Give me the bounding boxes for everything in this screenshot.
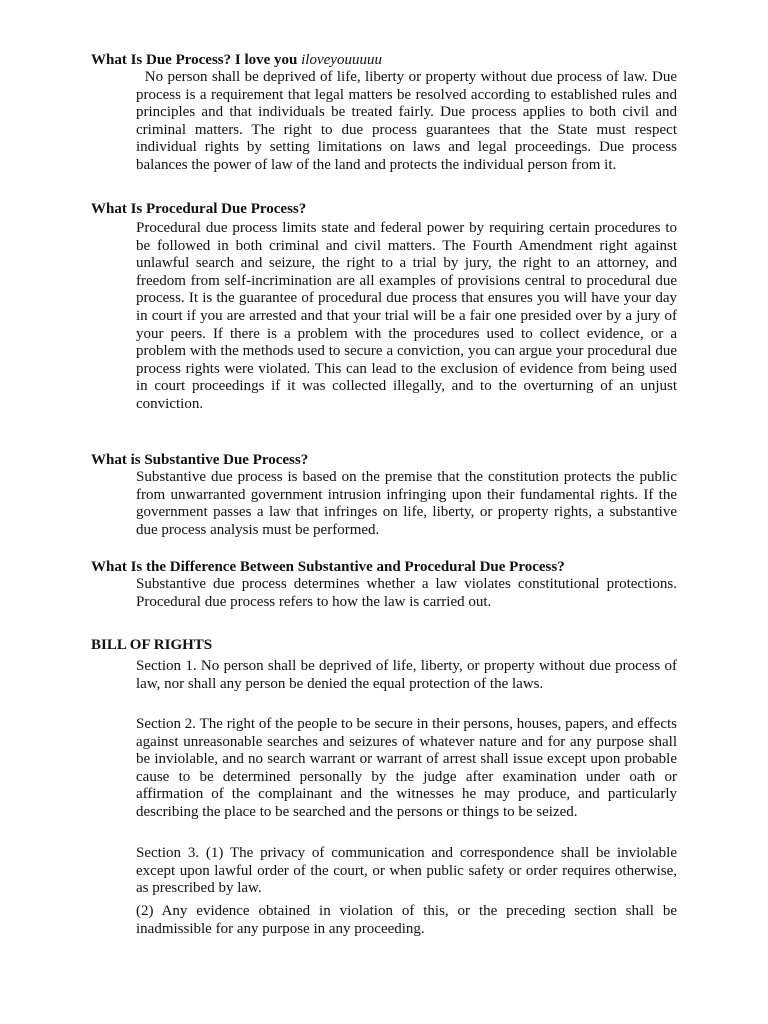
heading-due-process [91,51,382,69]
heading-due-process-aside: iloveyouuuuu [301,52,382,68]
heading-difference: What Is the Difference Between Substantive and Procedural Due Process? [91,559,565,575]
heading-bill-of-rights: BILL OF RIGHTS [91,637,213,653]
heading-due-process-text: What Is Due Process? I love you [91,52,298,68]
paragraph-section-3-2: (2) Any evidence obtained in violation of this, or the preceding section shall be inadmissible for any purpose in any proceeding. [136,903,677,937]
paragraph-section-1: Section 1. No person shall be deprived of life, liberty, or property without due process of law, nor shall any person be denied the equal protection of the laws. [136,658,677,692]
paragraph-difference: Substantive due process determines whether a law violates constitutional protections. Procedural due process refers to how the law is carried out. [136,576,677,610]
paragraph-section-2: Section 2. The right of the people to be secure in their persons, houses, papers, and effects against unreasonable searches and seizures of whatever nature and for any purpose shall be inviolable, and no search warrant or warrant of arrest shall issue except upon probable cause to be determined personally by the judge after examination under oath or affirmation of the complainant and the witnesses he may produce, and particularly describing the place to be searched and the persons or things to be seized. [136,716,677,820]
paragraph-section-3: Section 3. (1) The privacy of communication and correspondence shall be inviolable except upon lawful order of the court, or when public safety or order requires otherwise, as prescribed by law. [136,845,677,897]
paragraph-due-process: No person shall be deprived of life, liberty or property without due process of law. Due process is a requirement that legal matters be resolved according to established rules and principles and that individuals be treated fairly. Due process applies to both civil and criminal matters. The right to due process guarantees that the State must respect individual rights by setting limitations on laws and legal proceedings. Due process balances the power of law of the land and protects the individual person from it. [136,69,677,173]
heading-substantive-due-process: What is Substantive Due Process? [91,452,309,468]
heading-procedural-due-process: What Is Procedural Due Process? [91,201,307,217]
paragraph-procedural-due-process: Procedural due process limits state and federal power by requiring certain procedures to be followed in both criminal and civil matters. The Fourth Amendment right against unlawful search and seizure, the right to a trial by jury, the right to an attorney, and freedom from self-incrimination are all examples of provisions central to procedural due process. It is the guarantee of procedural due process that ensures you will have your day in court if you are arrested and that your trial will be a fair one presided over by a jury of your peers. If there is a problem with the procedures used to collect evidence, or a problem with the methods used to secure a conviction, you can argue your procedural due process rights were violated. This can lead to the exclusion of evidence from being used in court proceedings if it was collected illegally, and to the overturning of an unjust conviction. [136,220,677,412]
paragraph-substantive-due-process: Substantive due process is based on the premise that the constitution protects the public from unwarranted government intrusion infringing upon their fundamental rights. If the government passes a law that infringes on life, liberty, or property rights, a substantive due process analysis must be performed. [136,469,677,538]
